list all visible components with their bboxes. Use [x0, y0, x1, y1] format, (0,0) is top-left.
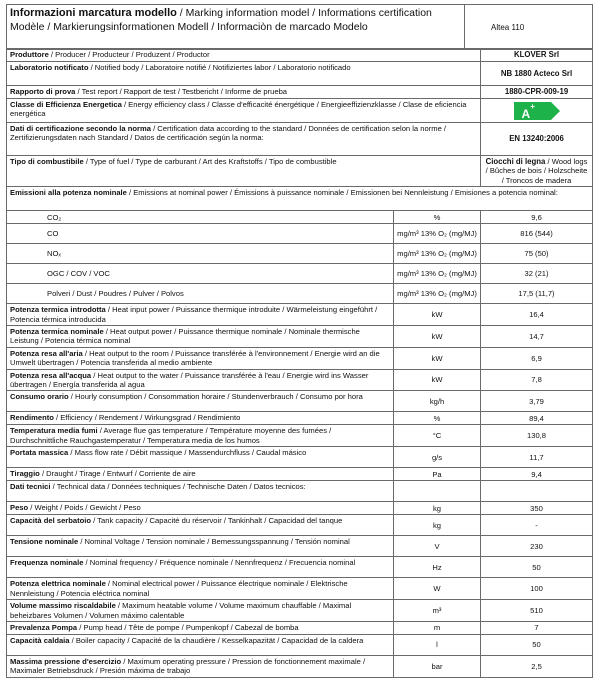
- spec-row: [7, 557, 593, 578]
- spec-label-bold: Temperatura media fumi: [10, 426, 98, 436]
- spec-row: [7, 425, 593, 447]
- spec-label: [7, 425, 394, 447]
- spec-label: [7, 536, 394, 557]
- energy-class-plus: +: [530, 101, 535, 111]
- emission-value: 17,5 (11,7): [481, 284, 593, 304]
- emission-unit: mg/m³ 13% O₂ (mg/MJ): [394, 244, 481, 264]
- spec-row: [7, 347, 593, 369]
- model-name: Altea 110: [465, 5, 593, 50]
- energy-class-letter: A+: [521, 101, 535, 121]
- emission-unit: %: [394, 211, 481, 224]
- info-value-text: 1880-CPR-009-19: [504, 87, 569, 97]
- spec-label: [7, 391, 394, 412]
- spec-label-bold: Frequenza nominale: [10, 558, 84, 568]
- spec-unit: kW: [394, 347, 481, 369]
- spec-row: [7, 536, 593, 557]
- emission-label: CO₂: [7, 211, 394, 224]
- spec-row: [7, 447, 593, 468]
- spec-row: [7, 621, 593, 634]
- spec-label: [7, 634, 394, 655]
- spec-value: 230: [481, 536, 593, 557]
- spec-unit: kW: [394, 326, 481, 348]
- spec-label-bold: Tensione nominale: [10, 537, 79, 547]
- spec-label: [7, 578, 394, 600]
- spec-value: 100: [481, 578, 593, 600]
- spec-label: [7, 326, 394, 348]
- spec-label: [7, 621, 394, 634]
- emission-row: [7, 224, 593, 244]
- spec-label-bold: Portata massica: [10, 448, 69, 458]
- info-label: [7, 49, 481, 62]
- spec-unit: kg: [394, 515, 481, 536]
- spec-value: 350: [481, 502, 593, 515]
- spec-unit: [394, 481, 481, 502]
- spec-unit: V: [394, 536, 481, 557]
- emissions-header-row: [7, 187, 593, 211]
- spec-unit: W: [394, 578, 481, 600]
- spec-row: [7, 600, 593, 622]
- emission-unit: mg/m³ 13% O₂ (mg/MJ): [394, 264, 481, 284]
- spec-value: 89,4: [481, 412, 593, 425]
- emission-row: [7, 284, 593, 304]
- spec-label-rest: / Nominal frequency / Fréquence nominale / Nennfrequenz / Frecuencia nominal: [83, 558, 356, 568]
- spec-label-bold: Prevalenza Pompa: [10, 622, 78, 632]
- spec-unit: m: [394, 621, 481, 634]
- info-label-rest: / Test report / Rapport de test / Testbericht / Informe de prueba: [75, 87, 288, 96]
- spec-row: [7, 515, 593, 536]
- spec-value: 2,5: [481, 655, 593, 677]
- spec-label: [7, 347, 394, 369]
- info-label: [7, 123, 481, 156]
- emissions-label: [7, 187, 593, 211]
- spec-label-rest: / Weight / Poids / Gewicht / Peso: [28, 503, 141, 513]
- spec-label-bold: Volume massimo riscaldabile: [10, 601, 116, 611]
- spec-label: [7, 304, 394, 326]
- emission-row: [7, 264, 593, 284]
- info-label-bold: Classe di Efficienza Energetica: [10, 100, 122, 109]
- spec-label-rest: / Heat output power / Puissance thermique nominale / Nominale thermische Leistung / Potencia térmica nominal: [10, 327, 360, 346]
- fuel-value-rest: / Wood logs / Bûches de bois / Holzscheite / Troncos de madera: [485, 157, 588, 185]
- emission-unit: mg/m³ 13% O₂ (mg/MJ): [394, 284, 481, 304]
- emission-label: Polveri / Dust / Poudres / Pulver / Polvos: [7, 284, 394, 304]
- spec-unit: g/s: [394, 447, 481, 468]
- spec-label: [7, 481, 394, 502]
- spec-label-bold: Potenza termica nominale: [10, 327, 104, 337]
- spec-row: [7, 369, 593, 391]
- fuel-value: [481, 156, 593, 187]
- info-row: [7, 86, 593, 99]
- header-title-rest: / Marking information model / Informations certification Modèle / Markierungsinformationen Modell / Informaciòn de marcado Modelo: [10, 7, 432, 33]
- spec-label: [7, 600, 394, 622]
- spec-value: -: [481, 515, 593, 536]
- spec-label-bold: Capacità caldaia: [10, 635, 70, 645]
- info-row: [7, 99, 593, 123]
- spec-value: 7: [481, 621, 593, 634]
- spec-value: 3,79: [481, 391, 593, 412]
- info-label-bold: Laboratorio notificato: [10, 63, 89, 72]
- spec-label-rest: / Heat input power / Puissance thermique introduite / Wärmeleistung eingeführt / Potencia térmica introducida: [10, 305, 378, 324]
- fuel-label-rest: / Type of fuel / Type de carburant / Art des Kraftstoffs / Tipo de combustible: [83, 157, 337, 166]
- spec-unit: kg: [394, 502, 481, 515]
- emission-unit: mg/m³ 13% O₂ (mg/MJ): [394, 224, 481, 244]
- spec-row: [7, 634, 593, 655]
- spec-label-bold: Rendimento: [10, 413, 54, 423]
- info-label-bold: Dati di certificazione secondo la norma: [10, 124, 151, 133]
- emissions-label-rest: / Emissions at nominal power / Émissions à puissance nominale / Emissionen bei Nennleistung / Emisiones a potencia nominal:: [126, 188, 558, 198]
- spec-label-rest: / Heat output to the water / Puissance transférée à l'eau / Energie wird ins Wasser übertragen / Energía transferida al agua: [10, 370, 369, 390]
- spec-label-rest: / Maximum heatable volume / Volume maximum chauffable / Maximal beheizbares Volumen / Volumen máximo calentable: [10, 601, 352, 620]
- emission-value: 75 (50): [481, 244, 593, 264]
- spec-label: [7, 369, 394, 391]
- spec-unit: kW: [394, 304, 481, 326]
- spec-label-rest: / Draught / Tirage / Entwurf / Corriente de aire: [39, 469, 196, 479]
- emission-row: [7, 244, 593, 264]
- spec-label-rest: / Nominal electrical power / Puissance électrique nominale / Elektrische Nennleistung / Potencia eléctrica nominal: [10, 579, 348, 598]
- spec-label: [7, 515, 394, 536]
- spec-label-bold: Potenza resa all'aria: [10, 348, 83, 358]
- emission-value: 32 (21): [481, 264, 593, 284]
- spec-value: 16,4: [481, 304, 593, 326]
- energy-arrow-icon: [514, 102, 560, 120]
- info-label-rest: / Notified body / Laboratoire notifié / Notifiziertes labor / Laboratorio notificado: [88, 63, 351, 72]
- spec-label-bold: Potenza termica introdotta: [10, 305, 106, 315]
- info-value: [481, 86, 593, 99]
- spec-label: [7, 655, 394, 677]
- marking-info-body: [7, 49, 593, 678]
- spec-value: [481, 481, 593, 502]
- header-title: [7, 5, 465, 50]
- spec-value: 6,9: [481, 347, 593, 369]
- spec-row: [7, 502, 593, 515]
- emission-value: 816 (544): [481, 224, 593, 244]
- info-row: [7, 49, 593, 62]
- spec-label-bold: Capacità del serbatoio: [10, 516, 92, 526]
- spec-row: [7, 578, 593, 600]
- spec-label: [7, 468, 394, 481]
- header-table: [6, 4, 593, 50]
- spec-label: [7, 447, 394, 468]
- spec-label-rest: / Hourly consumption / Consommation horaire / Stundenverbrauch / Consumo por hora: [68, 392, 363, 402]
- spec-row: [7, 391, 593, 412]
- spec-label-rest: / Tank capacity / Capacité du réservoir / Tankinhalt / Capacidad del tanque: [91, 516, 343, 526]
- spec-label-rest: / Nominal Voltage / Tension nominale / Bemessungsspannung / Tensión nominal: [78, 537, 350, 547]
- spec-label-rest: / Efficiency / Rendement / Wirkungsgrad / Rendimiento: [53, 413, 241, 423]
- spec-label-bold: Potenza resa all'acqua: [10, 370, 92, 380]
- info-value: [481, 123, 593, 156]
- spec-unit: m³: [394, 600, 481, 622]
- spec-row: [7, 468, 593, 481]
- spec-value: 14,7: [481, 326, 593, 348]
- spec-label-rest: / Technical data / Données techniques / Technische Daten / Datos tecnicos:: [50, 482, 306, 492]
- spec-label-rest: / Boiler capacity / Capacité de la chaudière / Kesselkapazität / Capacidad de la caldera: [69, 635, 364, 645]
- marking-info-table: [6, 48, 593, 678]
- info-label: [7, 99, 481, 123]
- spec-row: [7, 412, 593, 425]
- info-value-text: EN 13240:2006: [509, 134, 564, 144]
- spec-label-rest: / Pump head / Tête de pompe / Pumpenkopf / Cabezal de bomba: [77, 622, 299, 632]
- spec-label: [7, 502, 394, 515]
- info-label-rest: / Certification data according to the standard / Données de certification selon la norme / Zertifizierungsdaten nach Standard / Datos de certificación según la norma:: [10, 124, 447, 143]
- emission-value: 9,6: [481, 211, 593, 224]
- spec-row: [7, 481, 593, 502]
- spec-value: 7,8: [481, 369, 593, 391]
- spec-value: 50: [481, 557, 593, 578]
- info-label-bold: Produttore: [10, 50, 49, 59]
- spec-unit: Hz: [394, 557, 481, 578]
- spec-label-rest: / Maximum operating pressure / Pression de fonctionnement maximale / Maximaler Betriebsdruck / Presión máxima de trabajo: [10, 656, 366, 676]
- spec-label-bold: Tiraggio: [10, 469, 40, 479]
- spec-label-bold: Peso: [10, 503, 29, 513]
- header-title-bold: Informazioni marcatura modello: [10, 7, 177, 19]
- fuel-label-bold: Tipo di combustibile: [10, 157, 84, 166]
- spec-unit: l: [394, 634, 481, 655]
- info-value: [481, 49, 593, 62]
- spec-label-rest: / Heat output to the room / Puissance transférée à l'environnement / Energie wird an die Umwelt übertragen / Potencia transferida al medio ambiente: [10, 348, 380, 368]
- spec-row: [7, 304, 593, 326]
- info-label-bold: Rapporto di prova: [10, 87, 76, 96]
- emission-row: [7, 211, 593, 224]
- spec-value: 130,8: [481, 425, 593, 447]
- spec-label: [7, 412, 394, 425]
- info-value: [481, 99, 593, 123]
- info-label: [7, 62, 481, 86]
- info-value-text: NB 1880 Acteco Srl: [500, 68, 573, 78]
- spec-row: [7, 326, 593, 348]
- spec-unit: °C: [394, 425, 481, 447]
- spec-label-bold: Potenza elettrica nominale: [10, 579, 106, 589]
- emission-label: NOₓ: [7, 244, 394, 264]
- emission-label: CO: [7, 224, 394, 244]
- spec-value: 11,7: [481, 447, 593, 468]
- fuel-value-bold: Ciocchi di legna: [485, 157, 546, 166]
- spec-unit: bar: [394, 655, 481, 677]
- energy-class-badge: [514, 102, 560, 120]
- info-value-text: KLOVER Srl: [513, 50, 560, 60]
- emission-label: OGC / COV / VOC: [7, 264, 394, 284]
- emissions-label-bold: Emissioni alla potenza nominale: [10, 188, 127, 198]
- info-label: [7, 86, 481, 99]
- fuel-label: [7, 156, 481, 187]
- spec-value: 510: [481, 600, 593, 622]
- info-label-rest: / Energy efficiency class / Classe d'efficacité énergétique / Energieeffizienzklasse / Clase de eficiencia energética: [10, 100, 467, 119]
- spec-unit: kg/h: [394, 391, 481, 412]
- spec-label-bold: Massima pressione d'esercizio: [10, 656, 122, 666]
- spec-label-rest: / Mass flow rate / Débit massique / Massendurchfluss / Caudal másico: [68, 448, 307, 458]
- spec-value: 50: [481, 634, 593, 655]
- spec-label-bold: Dati tecnici: [10, 482, 51, 492]
- spec-label-bold: Consumo orario: [10, 392, 69, 402]
- fuel-row: [7, 156, 593, 187]
- info-value: [481, 62, 593, 86]
- info-label-rest: / Producer / Producteur / Produzent / Productor: [48, 50, 210, 59]
- spec-label: [7, 557, 394, 578]
- spec-unit: kW: [394, 369, 481, 391]
- spec-label-rest: / Average flue gas temperature / Température moyenne des fumées / Durchschnittliche Rauchgastemperatur / Temperatura media de los humos: [10, 426, 332, 445]
- spec-unit: %: [394, 412, 481, 425]
- info-row: [7, 62, 593, 86]
- info-row: [7, 123, 593, 156]
- spec-value: 9,4: [481, 468, 593, 481]
- spec-unit: Pa: [394, 468, 481, 481]
- spec-row: [7, 655, 593, 677]
